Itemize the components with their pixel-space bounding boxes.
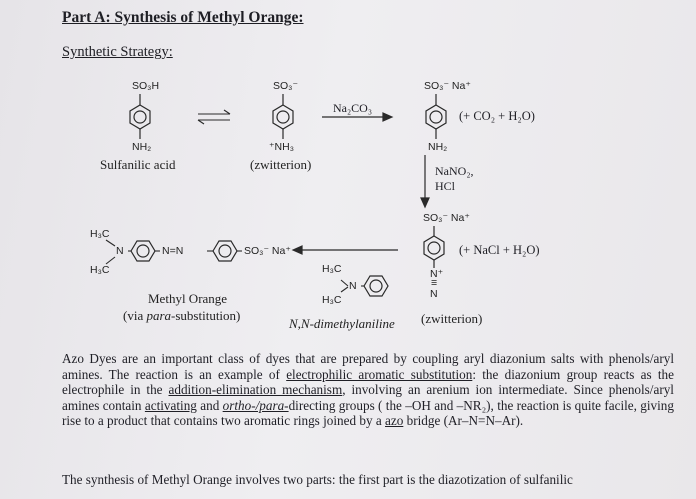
strategy-heading: Synthetic Strategy: — [62, 44, 173, 60]
sulfanilate-byproduct: (+ CO₂ + H₂O) — [459, 109, 535, 123]
sulfanilate-top: SO₃⁻ Na⁺ — [424, 80, 471, 92]
zwitterion-top: SO₃⁻ — [273, 80, 298, 92]
link-eas: electrophilic aromatic substitution — [286, 366, 473, 382]
sulfanilate-bottom: NH₂ — [428, 141, 448, 153]
mo-nitrogen: N — [116, 245, 124, 257]
zwitterion-name: (zwitterion) — [250, 157, 312, 172]
diazonium-triple: ≡ — [431, 277, 438, 289]
mo-sulfonate: SO₃⁻ Na⁺ — [244, 245, 291, 257]
mo-azo: N=N — [162, 245, 184, 257]
benzene-ring-sulfanilic — [130, 94, 150, 139]
link-activating: activating — [144, 397, 197, 413]
diazonium-byproduct: (+ NaCl + H₂O) — [459, 243, 540, 257]
mo-methyl-1: H₃C — [90, 228, 110, 240]
link-azo: azo — [385, 413, 404, 429]
part-heading: Part A: Synthesis of Methyl Orange: — [62, 9, 304, 26]
reagent-carbonate: Na₂CO₃ — [333, 101, 373, 115]
sulfanilic-bottom: NH₂ — [132, 141, 152, 153]
paragraph-synthesis: The synthesis of Methyl Orange involves two parts: the first part is the diazotization of sulfanilic — [62, 472, 573, 487]
diazonium-top: SO₃⁻ Na⁺ — [423, 212, 470, 224]
dma-methyl-2: H₃C — [322, 294, 342, 306]
reagent-nitrite: NaNO₂, — [435, 164, 474, 178]
diazotization-arrow — [421, 155, 429, 207]
mo-name: Methyl Orange — [148, 291, 228, 306]
mo-methyl-2: H₃C — [90, 264, 110, 276]
equilibrium-arrow — [198, 110, 230, 124]
diazonium-nplus: N⁺ — [430, 268, 444, 280]
diazonium-name: (zwitterion) — [421, 311, 483, 326]
sulfanilic-top: SO₃H — [132, 80, 160, 92]
link-addition-elimination: addition-elimination mechanism — [168, 382, 343, 398]
benzene-ring-diazonium — [424, 226, 444, 268]
diazonium-n: N — [430, 288, 438, 300]
dma-nitrogen: N — [349, 280, 357, 292]
zwitterion-bottom: ⁺NH₃ — [269, 141, 294, 153]
coupling-arrow — [293, 246, 398, 254]
benzene-ring-zwitterion — [273, 94, 293, 139]
reagent-hcl: HCl — [435, 179, 456, 193]
sulfanilic-name: Sulfanilic acid — [100, 157, 176, 172]
link-ortho-para: ortho-/para- — [222, 397, 289, 413]
dma-name: N,N-dimethylaniline — [289, 316, 395, 331]
benzene-ring-sulfanilate — [426, 94, 446, 139]
mo-note: (via para-substitution) — [123, 308, 241, 323]
paragraph-azo-dyes: Azo Dyes are an important class of dyes that are prepared by coupling aryl diazonium salts with phenols/aryl amines. The reaction is an example of electrophilic aromatic substitution: the diazonium group reacts as the electrophile in the addition-elimination mechanism, involving an arenium ion intermediate. Since phenols/aryl amines contain activating and ortho-/para-directing groups ( the –OH and –NR₂), the reaction is quite facile, giving rise to a product that contains two aromatic rings joined by a azo bridge (Ar–N=N–Ar). — [62, 351, 675, 429]
dma-methyl-1: H₃C — [322, 263, 342, 275]
